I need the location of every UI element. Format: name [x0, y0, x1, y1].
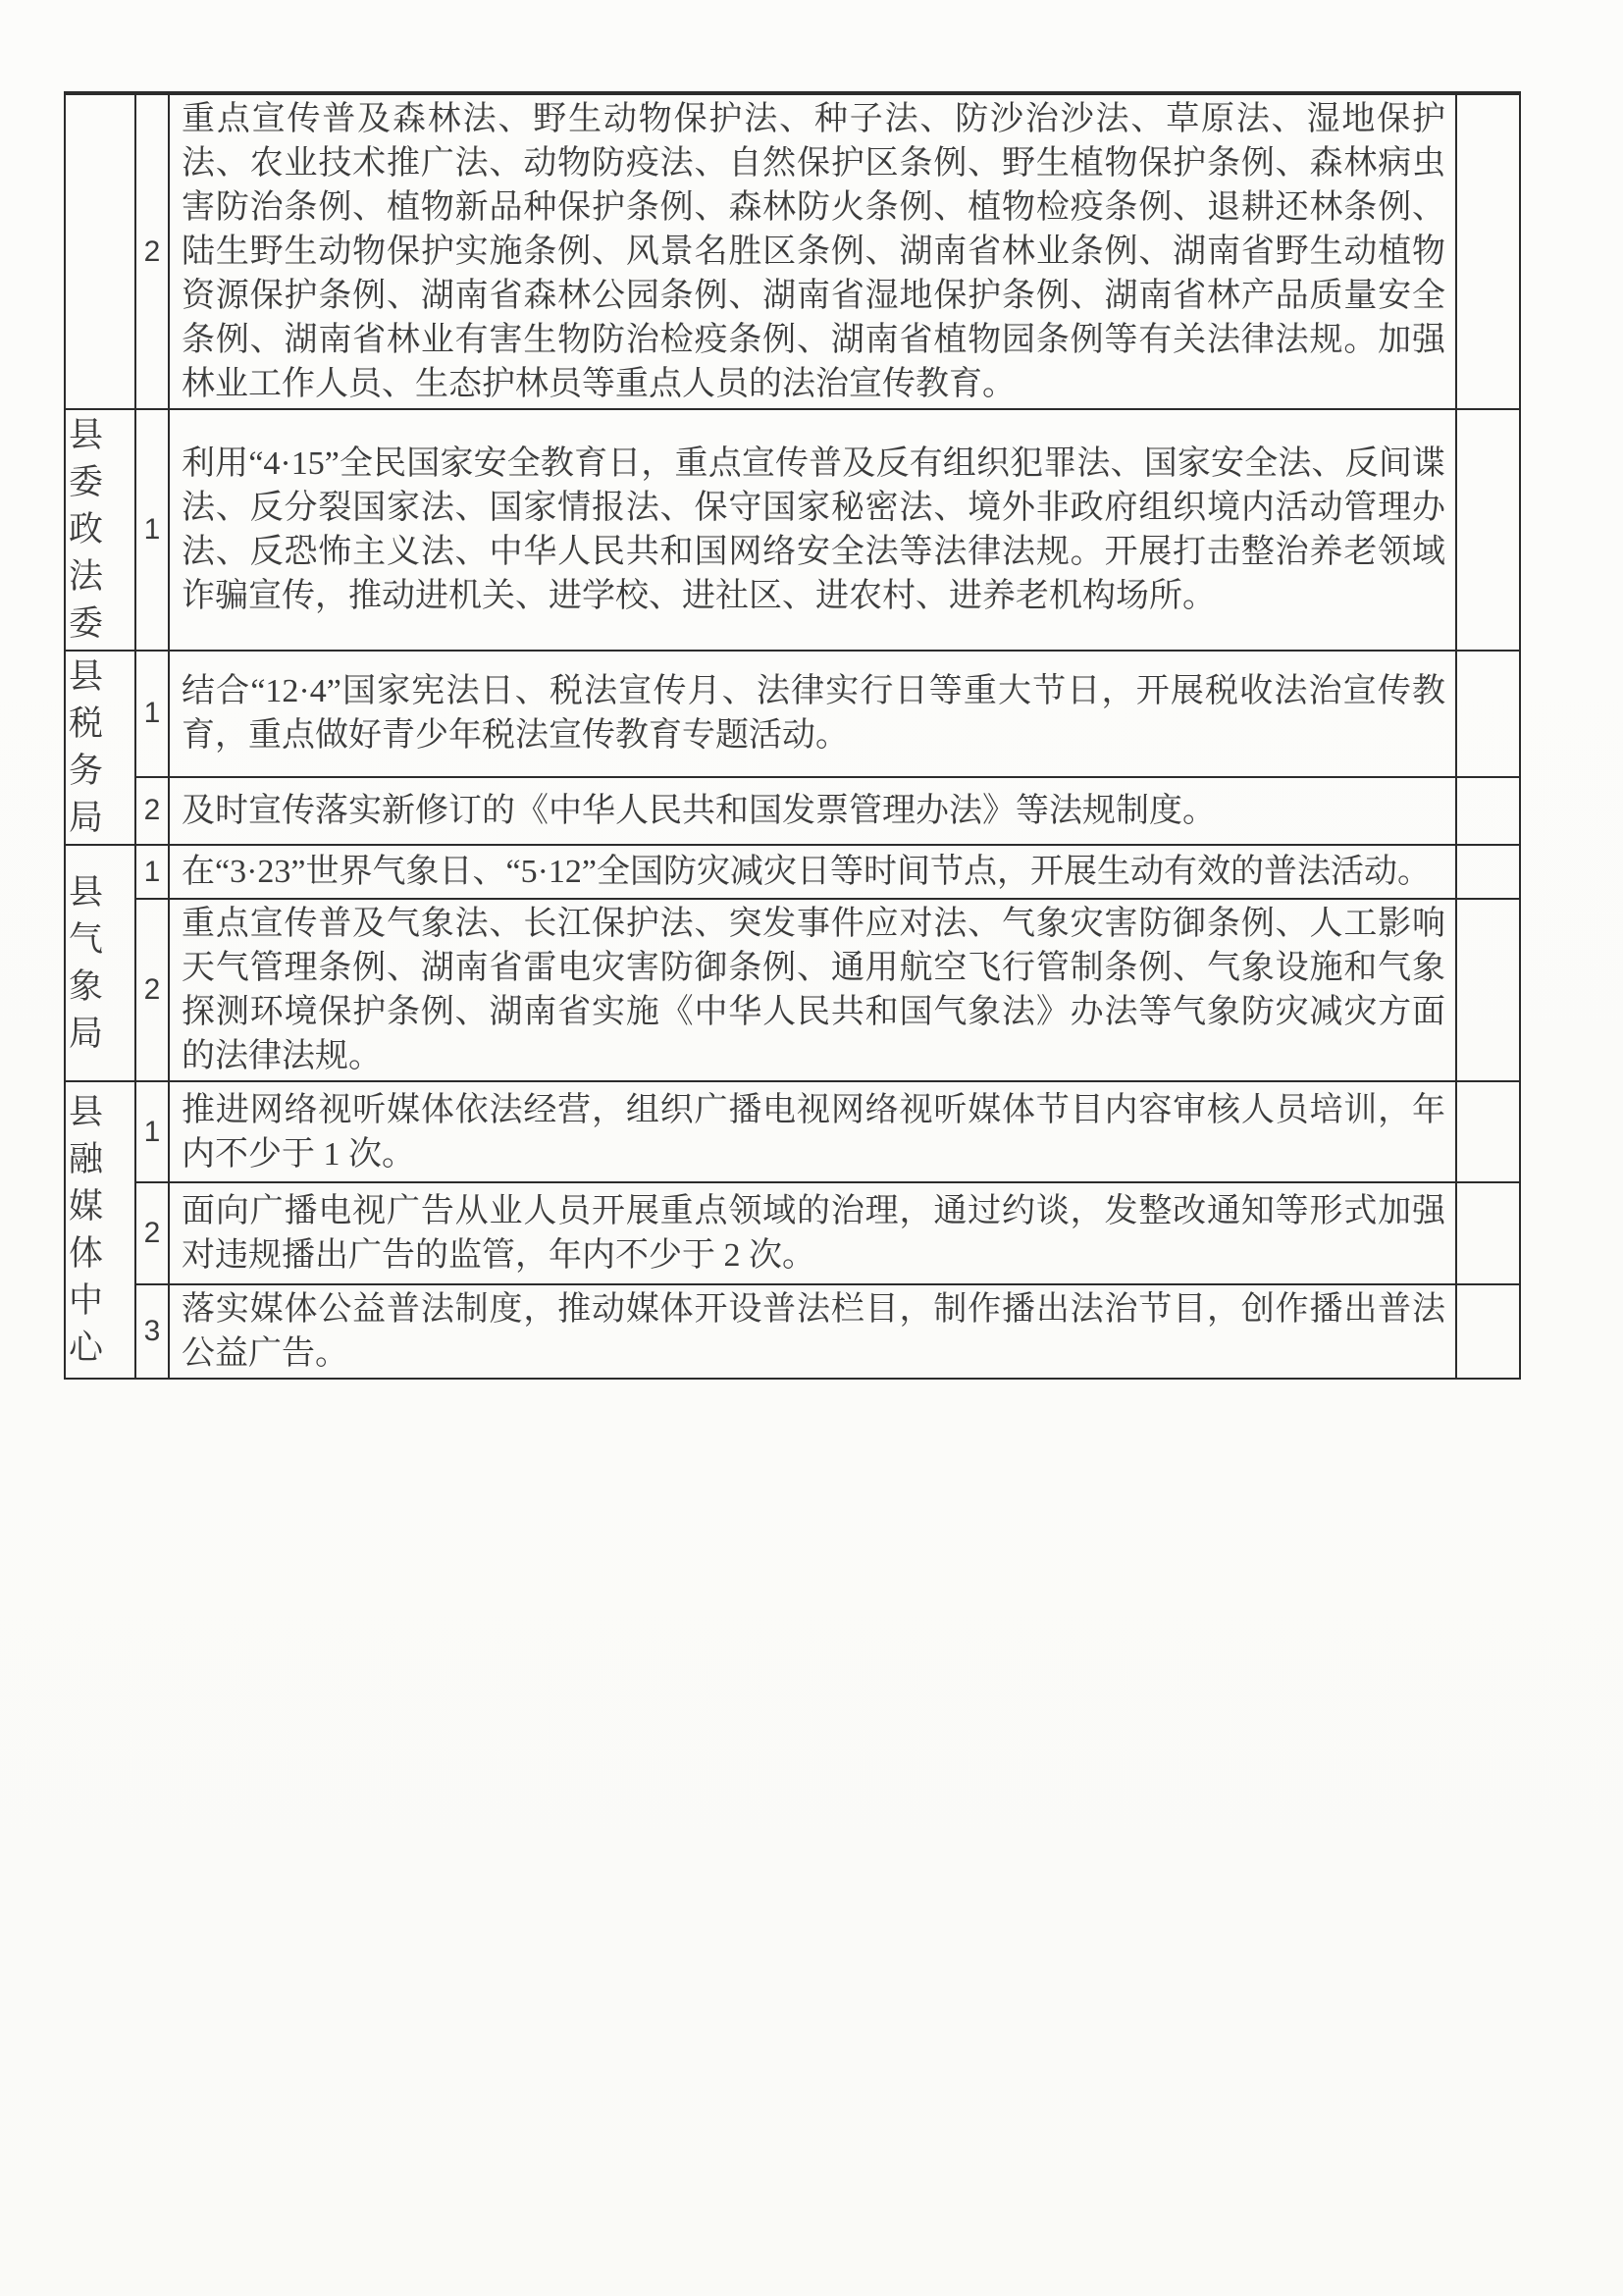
- table-row: [65, 409, 1520, 651]
- remark-cell: [1456, 845, 1520, 899]
- table-row: [65, 93, 1520, 409]
- task-text-cell: 面向广播电视广告从业人员开展重点领域的治理，通过约谈，发整改通知等形式加强对违规播出广告的监管，年内不少于 2 次。: [169, 1182, 1456, 1284]
- table-row: [65, 845, 1520, 899]
- department-cell: 县气象局: [65, 845, 135, 1081]
- task-text-cell: 重点宣传普及森林法、野生动物保护法、种子法、防沙治沙法、草原法、湿地保护法、农业技术推广法、动物防疫法、自然保护区条例、野生植物保护条例、森林病虫害防治条例、植物新品种保护条例、森林防火条例、植物检疫条例、退耕还林条例、陆生野生动物保护实施条例、风景名胜区条例、湖南省林业条例、湖南省野生动植物资源保护条例、湖南省森林公园条例、湖南省湿地保护条例、湖南省林产品质量安全条例、湖南省林业有害生物防治检疫条例、湖南省植物园条例等有关法律法规。加强林业工作人员、生态护林员等重点人员的法治宣传教育。: [169, 93, 1456, 409]
- table-row: [65, 1182, 1520, 1284]
- table-row: [65, 651, 1520, 777]
- task-number-cell: 1: [135, 409, 169, 651]
- task-text-cell: 及时宣传落实新修订的《中华人民共和国发票管理办法》等法规制度。: [169, 777, 1456, 845]
- task-number-cell: 1: [135, 651, 169, 777]
- department-cell: 县税务局: [65, 651, 135, 845]
- table-row: [65, 1081, 1520, 1182]
- remark-cell: [1456, 1081, 1520, 1182]
- task-number-cell: 2: [135, 93, 169, 409]
- remark-cell: [1456, 651, 1520, 777]
- task-text-cell: 在“3·23”世界气象日、“5·12”全国防灾减灾日等时间节点，开展生动有效的普法活动。: [169, 845, 1456, 899]
- remark-cell: [1456, 1284, 1520, 1379]
- table-row: [65, 1284, 1520, 1379]
- task-number-cell: 3: [135, 1284, 169, 1379]
- task-number-cell: 2: [135, 777, 169, 845]
- remark-cell: [1456, 409, 1520, 651]
- department-cell: 县委政法委: [65, 409, 135, 651]
- task-number-cell: 2: [135, 899, 169, 1081]
- task-number-cell: 1: [135, 845, 169, 899]
- remark-cell: [1456, 777, 1520, 845]
- task-text-cell: 重点宣传普及气象法、长江保护法、突发事件应对法、气象灾害防御条例、人工影响天气管理条例、湖南省雷电灾害防御条例、通用航空飞行管制条例、气象设施和气象探测环境保护条例、湖南省实施《中华人民共和国气象法》办法等气象防灾减灾方面的法律法规。: [169, 899, 1456, 1081]
- task-text-cell: 推进网络视听媒体依法经营，组织广播电视网络视听媒体节目内容审核人员培训，年内不少于 1 次。: [169, 1081, 1456, 1182]
- table-row: [65, 899, 1520, 1081]
- task-text-cell: 结合“12·4”国家宪法日、税法宣传月、法律实行日等重大节日，开展税收法治宣传教育，重点做好青少年税法宣传教育专题活动。: [169, 651, 1456, 777]
- department-cell: 县融媒体中心: [65, 1081, 135, 1379]
- remark-cell: [1456, 1182, 1520, 1284]
- task-text-cell: 利用“4·15”全民国家安全教育日，重点宣传普及反有组织犯罪法、国家安全法、反间谍法、反分裂国家法、国家情报法、保守国家秘密法、境外非政府组织境内活动管理办法、反恐怖主义法、中华人民共和国网络安全法等法律法规。开展打击整治养老领域诈骗宣传，推动进机关、进学校、进社区、进农村、进养老机构场所。: [169, 409, 1456, 651]
- remark-cell: [1456, 899, 1520, 1081]
- remark-cell: [1456, 93, 1520, 409]
- task-number-cell: 2: [135, 1182, 169, 1284]
- task-number-cell: 1: [135, 1081, 169, 1182]
- task-table: [64, 91, 1521, 1380]
- task-text-cell: 落实媒体公益普法制度，推动媒体开设普法栏目，制作播出法治节目，创作播出普法公益广告。: [169, 1284, 1456, 1379]
- table-row: [65, 777, 1520, 845]
- department-cell: [65, 93, 135, 409]
